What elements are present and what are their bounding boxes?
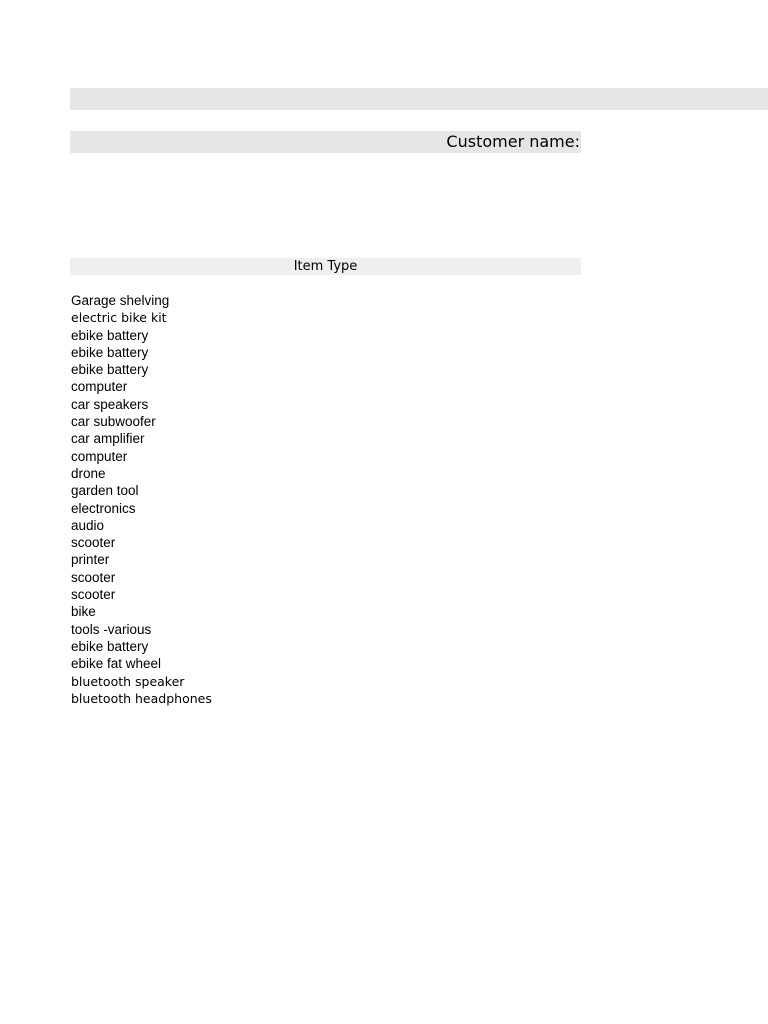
list-item: electronics	[71, 500, 136, 516]
title-row	[70, 88, 768, 110]
list-item: ebike battery	[71, 362, 149, 378]
list-item: ebike battery	[71, 344, 149, 360]
item-type-header: Item Type	[70, 258, 581, 275]
list-item: scooter	[71, 569, 116, 585]
list-item: electric bike kit	[71, 310, 167, 326]
list-item: bluetooth speaker	[71, 673, 185, 689]
list-item: scooter	[71, 587, 116, 603]
list-item: car subwoofer	[71, 414, 156, 430]
list-item: ebike battery	[71, 638, 149, 654]
list-item: scooter	[71, 535, 116, 551]
list-item: computer	[71, 379, 128, 395]
list-item: bike	[71, 604, 96, 620]
list-item: audio	[71, 517, 105, 533]
item-type-list	[71, 292, 212, 707]
customer-name-label: Customer name:	[70, 131, 581, 153]
list-item: bluetooth headphones	[71, 690, 212, 706]
list-item: printer	[71, 552, 110, 568]
list-item: car speakers	[71, 396, 149, 412]
list-item: car amplifier	[71, 431, 145, 447]
list-item: computer	[71, 448, 128, 464]
list-item: Garage shelving	[71, 293, 170, 308]
list-item: ebike battery	[71, 327, 149, 343]
list-item: tools -various	[71, 621, 152, 637]
list-item: ebike fat wheel	[71, 656, 162, 672]
list-item: drone	[71, 465, 106, 481]
list-item: garden tool	[71, 483, 139, 499]
